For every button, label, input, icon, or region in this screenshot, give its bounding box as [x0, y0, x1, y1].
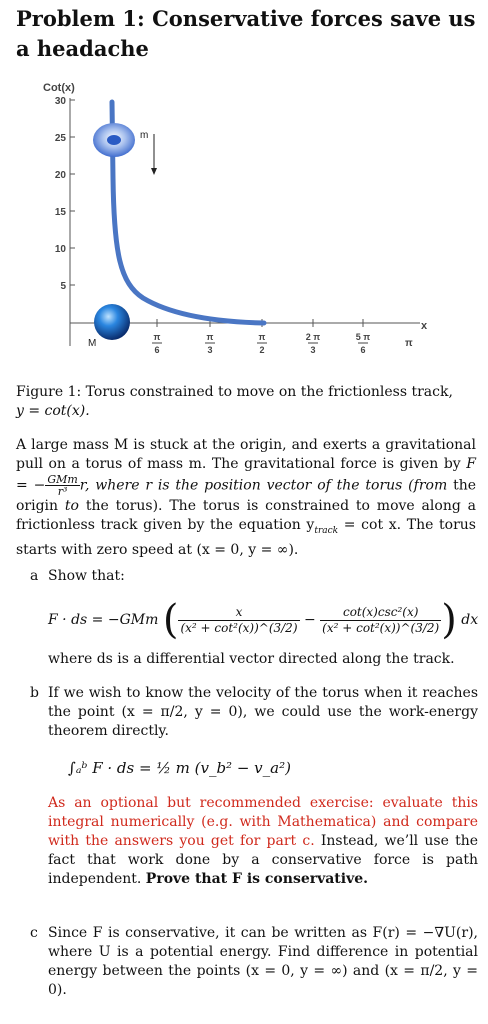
force-lhs: F = −	[16, 456, 476, 494]
x-tick-denominator: 6	[360, 345, 366, 355]
track-subscript: track	[314, 525, 339, 536]
y-axis-label: Cot(x)	[43, 82, 75, 94]
figure-torus-track	[28, 78, 448, 378]
part-b-rest: Instead, we’ll use the fact that work done by a conservative force is path independent.	[48, 833, 478, 887]
part-a-marker: a	[30, 568, 39, 584]
part-c-text: Since F is conservative, it can be written as F(r) = −∇U(r), where U is a potential energy. Find difference in potential energy between the points (x = 0, y = ∞) and (x = π/2, y = 0).	[48, 925, 478, 998]
intro-text-1: A large mass M is stuck at the origin, and exerts a gravitational pull on a torus of mass m. The gravitational force is given by	[16, 437, 476, 472]
part-a-frac-2: $\frac{\text{cot(x)csc²(x)}}{\text{(x² + cot²(x))\textasciicircum{}(3/2)}}$	[322, 604, 440, 635]
intro-text-3: = cot x. The torus starts with zero speed at (x = 0, y = ∞).	[16, 517, 476, 558]
caption-line-1: Figure 1: Torus constrained to move on the frictionless track,	[16, 384, 453, 400]
from-word: from	[413, 477, 448, 494]
force-arrowhead	[151, 168, 157, 175]
intro-text-2: the torus). The torus is constrained to move along a frictionless track given by the equation y	[16, 498, 476, 533]
x-tick-numerator: 2 π	[305, 332, 321, 342]
torus	[93, 123, 135, 157]
part-a	[30, 567, 478, 669]
y-tick-label: 30	[54, 96, 66, 107]
part-c-marker: c	[30, 925, 38, 941]
force-fraction: $\frac{\text{GMm}}{\text{r³}}$	[47, 473, 78, 498]
x-tick-denominator: 6	[154, 345, 160, 355]
part-b-paragraph	[48, 794, 478, 889]
x-tick-denominator: 3	[310, 345, 316, 355]
problem-title: Problem 1: Conservative forces save us a headache	[16, 6, 476, 61]
y-tick-label: 10	[54, 244, 66, 255]
force-rhs: r, where r is the position vector of the torus (	[79, 477, 414, 494]
part-a-lead: Show that:	[48, 568, 125, 584]
intro-paragraph	[16, 436, 476, 560]
part-a-note: where ds is a differential vector directed along the track.	[48, 651, 455, 667]
figure-caption	[16, 383, 476, 421]
optional-exercise: As an optional but recommended exercise: evaluate this integral numerically (e.g. with Mathematica) and compare with the answers you get for part c.	[48, 795, 478, 849]
part-a-minus: −	[303, 612, 316, 628]
x-tick-denominator: 3	[207, 345, 213, 355]
x-tick-numerator: π	[206, 332, 214, 342]
y-tick-label: 20	[54, 170, 66, 181]
mass-label: M	[88, 338, 97, 349]
x-axis-label: x	[421, 320, 428, 332]
part-b-text: If we wish to know the velocity of the torus when it reaches the point (x = π/2, y = 0), we could use the work-energy theorem directly.	[48, 685, 478, 739]
part-c	[30, 924, 478, 1000]
x-tick-numerator: π	[258, 332, 266, 342]
mass-ball	[94, 304, 130, 340]
part-a-dx: dx	[461, 612, 479, 628]
caption-line-2: y = cot(x).	[16, 403, 90, 419]
part-a-frac-1: $\frac{x}{\text{(x² + cot²(x))\textasciicircum{}(3/2)}}$	[180, 604, 298, 635]
part-b	[30, 684, 478, 889]
to-word: to	[64, 498, 79, 514]
track-plot	[28, 78, 448, 378]
y-tick-label: 5	[60, 281, 66, 292]
part-b-prove: Prove that F is conservative.	[145, 871, 369, 887]
intro-mid: the origin	[16, 477, 476, 514]
x-tick-pi: π	[405, 338, 413, 349]
part-a-eq-lhs: F · ds = −GMm	[48, 612, 159, 628]
torus-mass-label: m	[140, 130, 149, 141]
track-curve	[112, 102, 264, 323]
x-tick-numerator: 5 π	[355, 332, 371, 342]
y-tick-label: 25	[54, 133, 66, 144]
x-tick-numerator: π	[153, 332, 161, 342]
part-a-equation: F · ds = −GMm ( $\frac{x}{\text{(x² + cot²(x))\textasciicircum{}(3/2)}}$ − $\frac{\text{cot(x)csc²(x)}}{\text{(x² + cot²(x))\textasciicircum{}(3/2)}}$ ) dx	[48, 597, 479, 643]
part-b-marker: b	[30, 685, 39, 701]
y-tick-label: 15	[54, 207, 66, 218]
part-b-equation: ∫ₐᵇ F · ds = ½ m (v_b² − v_a²)	[68, 759, 291, 777]
x-tick-denominator: 2	[259, 345, 265, 355]
